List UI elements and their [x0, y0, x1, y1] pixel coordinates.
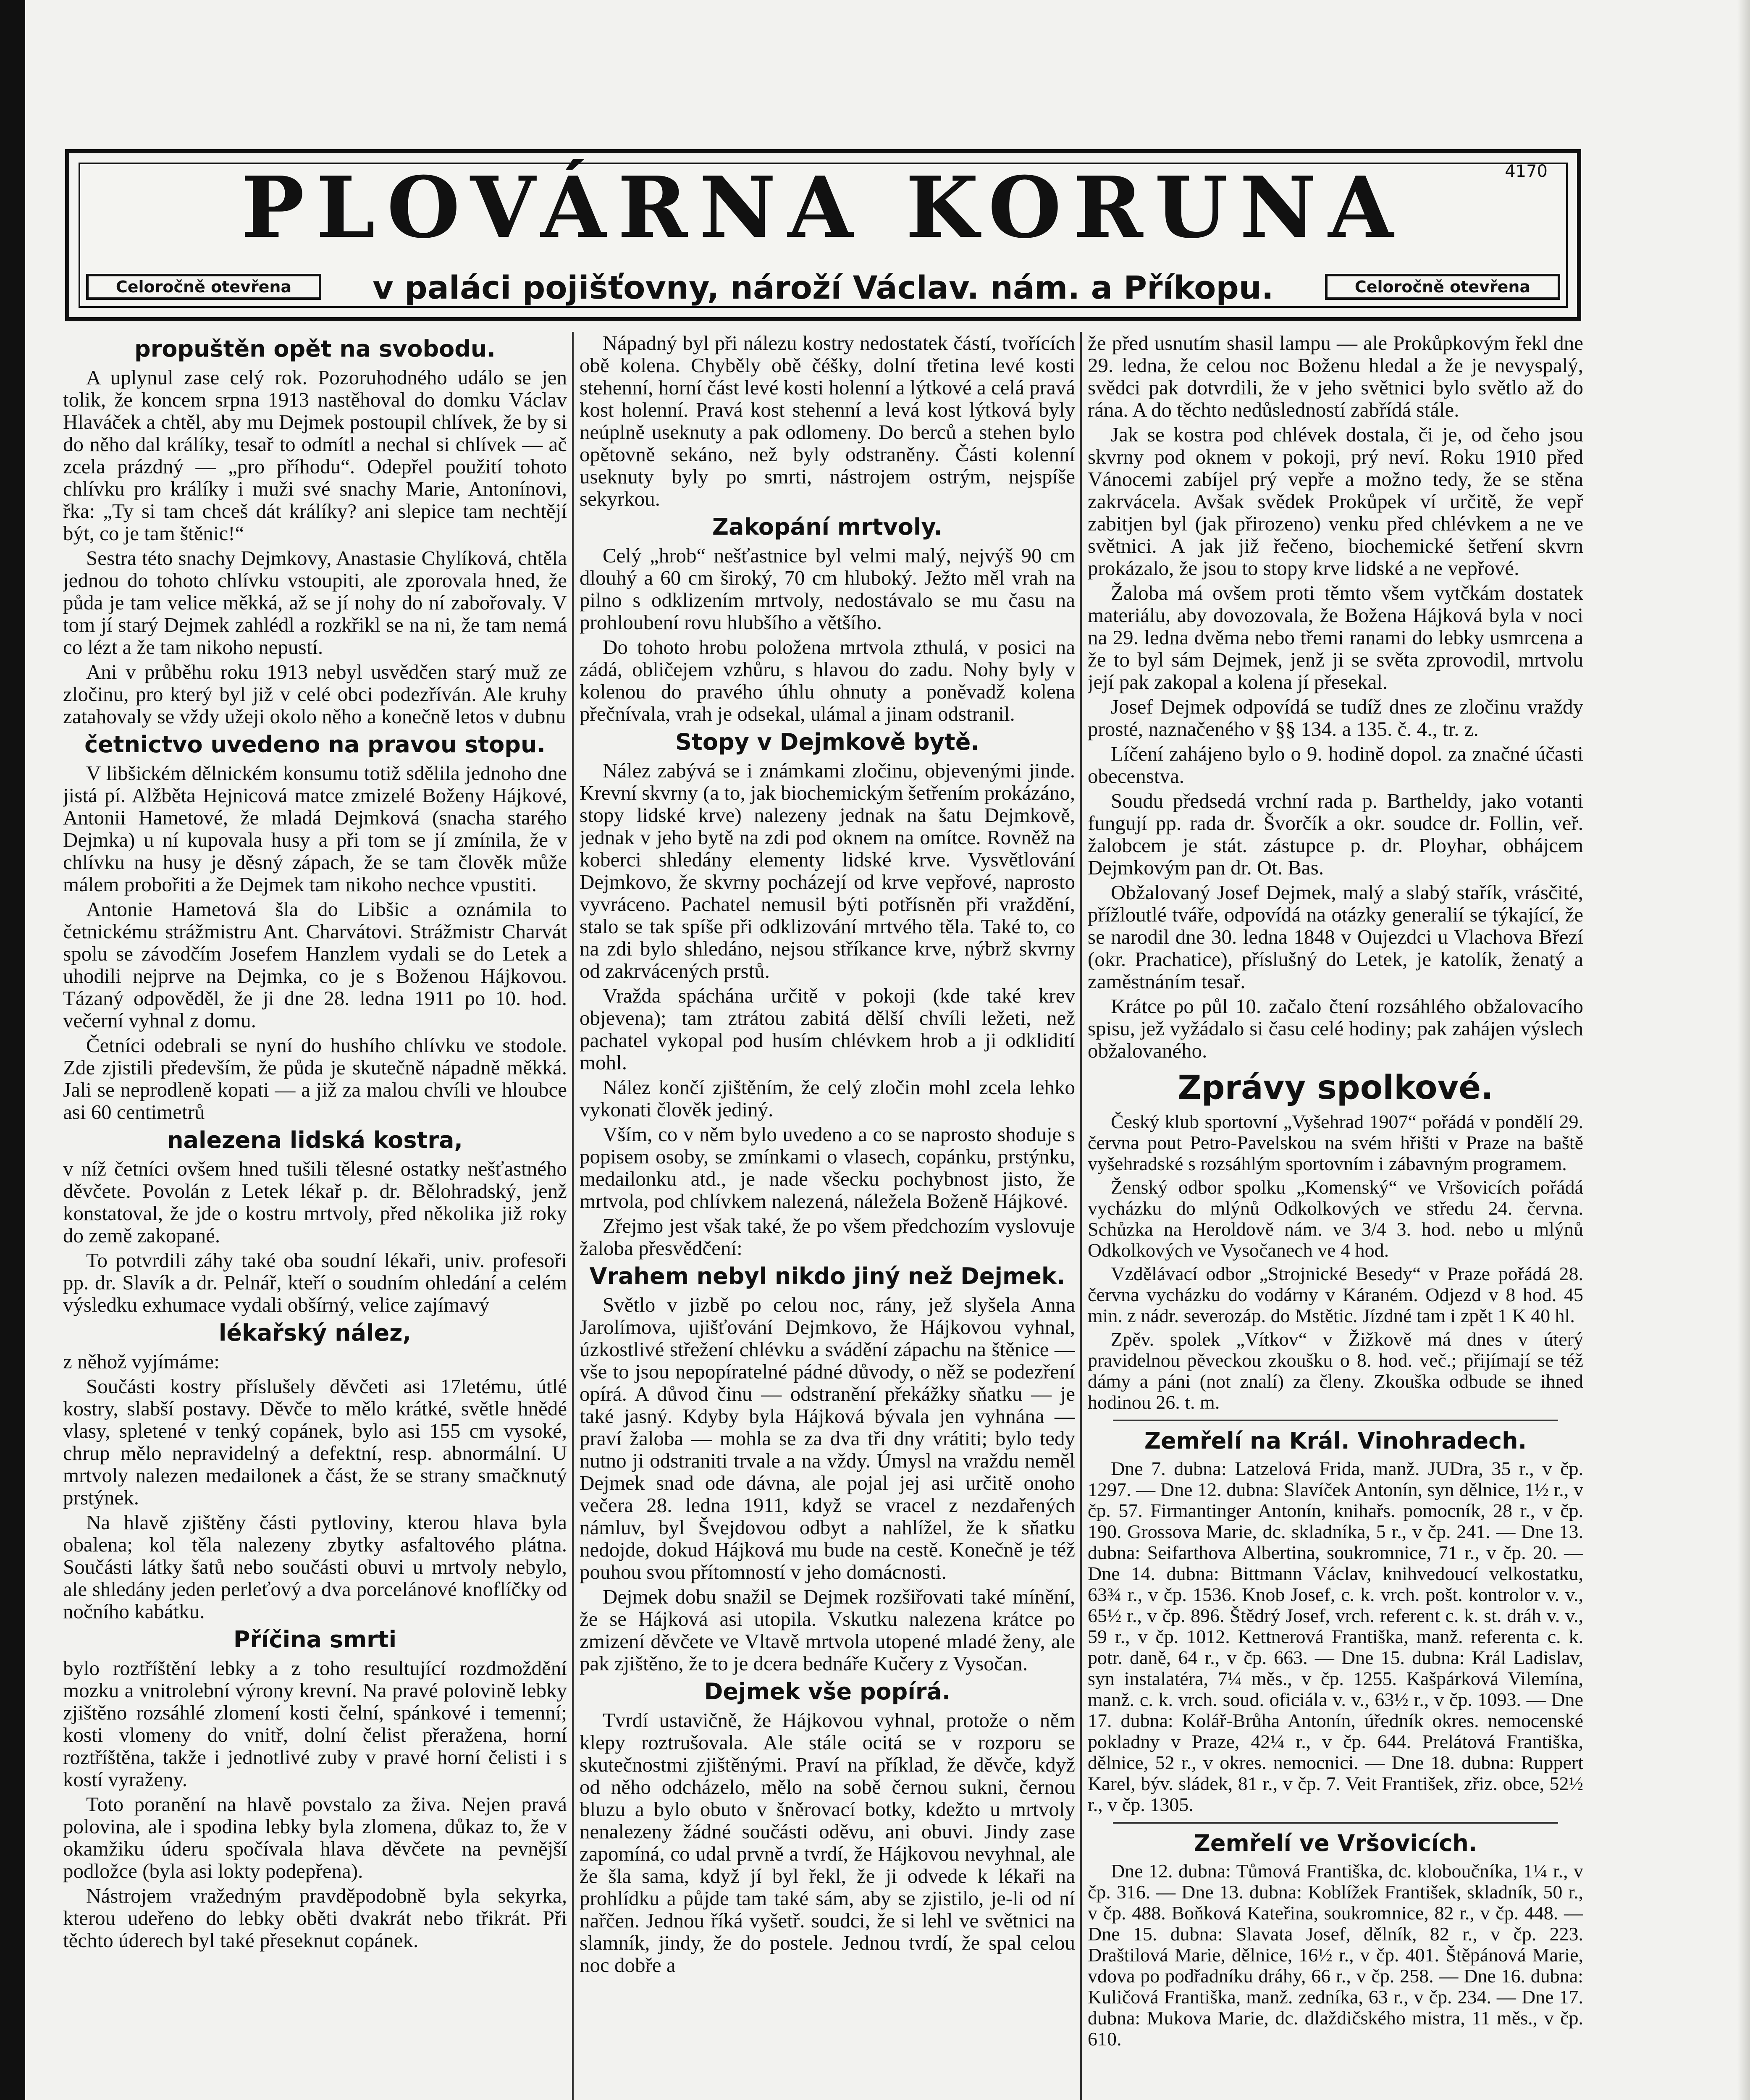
section-heading: Zprávy spolkové.	[1178, 1069, 1493, 1107]
paragraph: Ani v průběhu roku 1913 nebyl usvědčen starý muž ze zločinu, pro který byl již v celé obci podezříván. Ale kruhy zatahovaly se vždy užeji okolo něho a konečně letos v dubnu	[63, 660, 567, 728]
column-rule	[1080, 332, 1082, 2100]
paragraph: Celý „hrob“ nešťastnice byl velmi malý, nejvýš 90 cm dlouhý a 60 cm široký, 70 cm hluboký. Ježto měl vrah na pilno s odklizením mrtvoly, nedostávalo se mu času na prohloubení rovu hlubšího a většího.	[580, 544, 1075, 634]
paragraph: Sestra této snachy Dejmkovy, Anastasie Chylíková, chtěla jednou do tohoto chlívku vstoupiti, ale zporovala hned, že půda je tam velice měkká, až se jí nohy do ní zabořovaly. V tom jí starý Dejmek zahlédl a rozkřikl se na ni, že tam nemá co lézt a že tam nikoho nepustí.	[63, 546, 567, 659]
badge-open-right: Celoročně otevřena	[1325, 274, 1560, 300]
column-2	[580, 332, 1075, 2100]
paragraph: V libšickém dělnickém konsumu totiž sdělila jednoho dne jistá pí. Alžběta Hejnicová matce zmizelé Boženy Hájkové, Antonii Hametové, že mladá Dejmková (snacha starého Dejmka) u ní kupovala husy a při tom se jí zmínila, že v chlívku na husy je děsný zápach, že se tam člověk může málem probořiti a že Dejmek tam nikoho nechce vpustiti.	[63, 761, 567, 896]
column-rule	[572, 332, 574, 2100]
paragraph: Do tohoto hrobu položena mrtvola zthulá, v posici na zádá, obličejem vzhůru, s hlavou do zadu. Nohy byly v kolenou do pravého úhlu ohnuty a poněvadž kolena přečnívala, vrah je odsekal, ulámal a jinam odstranil.	[580, 635, 1075, 725]
badge-open-left: Celoročně otevřena	[86, 274, 321, 300]
paragraph: Líčení zahájeno bylo o 9. hodině dopol. za značné účasti obecenstva.	[1088, 742, 1583, 788]
paragraph: Světlo v jizbě po celou noc, rány, jež slyšela Anna Jarolímova, ujišťování Dejmkovo, že Hájkovou vyhnal, úzkostlivé střežení chlévku a svádění zápachu na štěnice — vše to jsou nepopíratelné pádné důvody, o něž se podezření opírá. A důvod činu — odstranění překážky sňatku — je také jasný. Kdyby byla Hájková bývala jen vyhnána — praví žaloba — mohla se za dva tři dny vrátiti; bylo tedy nutno ji odstraniti trvale a na vždy. Úmysl na vraždu neměl Dejmek snad ode dávna, ale pojal jej asi určitě onoho večera 28. ledna 1911, když se vracel z nezdařených námluv, byl Švejdovou odbyt a nahlížel, že k sňatku nedojde, dokud Hájková mu bude na cestě. Konečně je též pouhou svou přítomností v jeho domácnosti.	[580, 1293, 1075, 1583]
paragraph: Četníci odebrali se nyní do hushího chlívku ve stodole. Zde zjistili především, že půda je skutečně nápadně měkká. Jali se neprodleně kopati — a již za malou chvíli ve hloubce asi 60 centimetrů	[63, 1034, 567, 1124]
paragraph: Nástrojem vražedným pravděpodobně byla sekyrka, kterou udeřeno do lebky oběti dvakrát nebo třikrát. Při těchto úderech byl také přeseknut copánek.	[63, 1884, 567, 1952]
paragraph: Tvrdí ustavičně, že Hájkovou vyhnal, protože o něm klepy roztrušovala. Ale stále ocitá se v rozporu se skutečnostmi zjištěnými. Praví na příklad, že děvče, když od něho odcházelo, mělo na sobě černou sukni, černou bluzu a bylo obuto v šněrovací botky, kdežto u mrtvoly nenalezeny žádné součásti oděvu, ani obuvi. Jindy zase zapomíná, co udal prvně a tvrdí, že Hájkovou nevyhnal, ale že šla sama, když jí byl řekl, že ji odvede k lékaři na prohlídku a půjde tam také sám, aby se zjistilo, je-li od ní nařčen. Jednou říká vyšetř. soudci, že si lehl ve světnici na slamník, jindy, že do postele. Jednou tvrdí, že spal celou noc dobře a	[580, 1709, 1075, 1977]
paragraph: Ženský odbor spolku „Komenský“ ve Vršovicích pořádá vycházku do mlýnů Odkolkových ve středu 24. června. Schůzka na Heroldově nám. ve 3/4 3. hod. nebo u mlýnů Odkolkových ve Vysočanech ve 4 hod.	[1088, 1176, 1583, 1261]
ad-subtitle-row	[86, 269, 1560, 307]
page-edge-right	[1737, 0, 1750, 2100]
paragraph: Toto poranění na hlavě povstalo za živa. Nejen pravá polovina, ale i spodina lebky byla zlomena, důkaz to, že v okamžiku úderu spočívala hlava děvčete na pevnější podložce (byla asi lokty podepřena).	[63, 1793, 567, 1882]
paragraph: Dne 7. dubna: Latzelová Frida, manž. JUDra, 35 r., v čp. 1297. — Dne 12. dubna: Slavíček Antonín, syn dělnice, 1½ r., v čp. 57. Firmantinger Antonín, knihařs. pomocník, 28 r., v čp. 190. Grossova Marie, dc. skladníka, 5 r., v čp. 241. — Dne 13. dubna: Seifarthova Albertina, soukromnice, 71 r., v čp. 20. — Dne 14. dubna: Bittmann Václav, knihvedoucí velkostatku, 63¾ r., v čp. 1536. Knob Josef, c. k. vrch. pošt. kontrolor v. v., 65½ r., v čp. 896. Štědrý Josef, vrch. referent c. k. st. dráh v. v., 59 r., v čp. 1012. Kettnerová Františka, manž. referenta c. k. potr. daně, 64 r., v čp. 663. — Dne 15. dubna: Král Ladislav, syn instalatéra, 7¼ měs., v čp. 1255. Kašpárková Vilemína, manž. c. k. vrch. soud. oficiála v. v., 63½ r., v čp. 1093. — Dne 17. dubna: Kolář-Brůha Antonín, úředník okres. nemocenské pokladny v Praze, 42¼ r., v čp. 644. Prelátová Františka, dělnice, 52 r., v okres. nemocnici. — Dne 18. dubna: Ruppert Karel, býv. sládek, 81 r., v čp. 7. Veit František, zřiz. obce, 52½ r., v čp. 1305.	[1088, 1458, 1583, 1815]
paragraph: Antonie Hametová šla do Libšic a oznámila to četnickému strážmistru Ant. Charvátovi. Strážmistr Charvát spolu se závodčím Josefem Hanzlem vydali se do Letek a uhodili nejprve na Dejmka, co je s Boženou Hájkovou. Tázaný odpověděl, že ji dne 28. ledna 1911 po 10. hod. večerní vyhnal z domu.	[63, 898, 567, 1032]
subheading: Vrahem nebyl nikdo jiný než Dejmek.	[589, 1263, 1065, 1289]
subheading: četnictvo uvedeno na pravou stopu.	[84, 731, 546, 758]
subheading: propuštěn opět na svobodu.	[134, 336, 496, 362]
paragraph: To potvrdili záhy také oba soudní lékaři, univ. profesoři pp. dr. Slavík a dr. Pelnář, kteří o soudním ohledání a celém výsledku exhumace vydali obšírný, velice zajímavý	[63, 1249, 567, 1316]
paragraph: Vším, co v něm bylo uvedeno a co se naprosto shoduje s popisem osoby, se zmínkami o vlasech, copánku, prstýnku, medailonku atd., je nade všecku pochybnost jisto, že mrtvola, pod chlívkem nalezená, náležela Boženě Hájkové.	[580, 1123, 1075, 1213]
subheading: lékařský nález,	[218, 1320, 412, 1346]
subheading: Stopy v Dejmkově bytě.	[675, 729, 979, 755]
paragraph: z něhož vyjímáme:	[63, 1350, 220, 1373]
paragraph: Dne 12. dubna: Tůmová Františka, dc. kloboučníka, 1¼ r., v čp. 316. — Dne 13. dubna: Koblížek František, skladník, 50 r., v čp. 488. Boňková Kateřina, soukromnice, 82 r., v čp. 448. — Dne 15. dubna: Slavata Josef, dělník, 82 r., v čp. 223. Draštilová Marie, dělnice, 16½ r., v čp. 401. Štěpánová Marie, vdova po podřadníku dráhy, 66 r., v čp. 258. — Dne 16. dubna: Kuličová Františka, manž. zedníka, 63 r., v čp. 234. — Dne 17. dubna: Mukova Marie, dc. dlaždičského mistra, 11 měs., v čp. 610.	[1088, 1860, 1583, 2050]
column-1	[63, 332, 567, 2100]
paragraph: Nález zabývá se i známkami zločinu, objevenými jinde. Krevní skvrny (a to, jak biochemickým šetřením prokázáno, stopy lidské krve) nalezeny jednak na šatu Dejmkově, jednak v jeho bytě na zdi pod oknem na omítce. Rovněž na koberci shledány elementy lidské krve. Vysvětlování Dejmkovo, že skvrny pocházejí od krve vepřové, naprosto vyvráceno. Pachatel nemusil býti potřísněn při vraždění, stalo se tak spíše při odklizování mrtvého těla. Také to, co na zdi bylo shledáno, nejsou stříkance krve, nýbrž skvrny od zakrvácených prstů.	[580, 759, 1075, 982]
ad-plovarna-koruna	[65, 149, 1581, 321]
page-edge-left	[0, 0, 25, 2100]
paragraph: Jak se kostra pod chlévek dostala, či je, od čeho jsou skvrny pod oknem v pokoji, prý neví. Roku 1910 před Vánocemi zabíjel prý vepře a možno tedy, že se stěna zakrvácela. Avšak svědek Prokůpek ví určitě, že vepř zabitjen byl (jak přirozeno) venku před chlévkem a ne ve světnici. A jak již řečeno, biochemické šetření skvrn prokázalo, že jsou to stopy krve lidské a ne vepřové.	[1088, 423, 1583, 580]
ad-number: 4170	[1505, 162, 1548, 181]
subheading: Příčina smrti	[233, 1626, 397, 1653]
paragraph: Vzdělávací odbor „Strojnické Besedy“ v Praze pořádá 28. června vycházku do vodárny v Káraném. Odjezd v 8 hod. 45 min. z nádr. severozáp. do Mstětic. Jízdné tam i zpět 1 K 40 hl.	[1088, 1263, 1583, 1326]
divider	[1113, 1822, 1558, 1824]
paragraph: Zpěv. spolek „Vítkov“ v Žižkově má dnes v úterý pravidelnou pěveckou zkoušku o 8. hod. več.; přijímají se též dámy a páni (not znalí) za členy. Zkouška odbude se ihned hodinou 26. t. m.	[1088, 1328, 1583, 1413]
paragraph: že před usnutím shasil lampu — ale Prokůpkovým řekl dne 29. ledna, že celou noc Boženu hledal a že je nevyspalý, svědci pak dotvrdili, že v jeho světnici bylo světlo až do rána. A do těchto nedůsledností zabřídá stále.	[1088, 332, 1583, 421]
paragraph: v níž četníci ovšem hned tušili tělesné ostatky nešťastného děvčete. Povolán z Letek lékař p. dr. Bělohradský, jenž konstatoval, že jde o kostru mrtvoly, před několika již roky do země zakopané.	[63, 1157, 567, 1247]
subheading: nalezena lidská kostra,	[167, 1127, 463, 1153]
ad-title: PLOVÁRNA KORUNA	[241, 158, 1405, 257]
paragraph: Součásti kostry příslušely děvčeti asi 17letému, útlé kostry, slabší postavy. Děvče to mělo krátké, světle hnědé vlasy, spletené v tenký copánek, bylo asi 155 cm vysoké, chrup mělo nepravidelný a defektní, resp. abnormální. U mrtvoly nalezen medailonek a část, že se strany smačknutý prstýnek.	[63, 1375, 567, 1509]
divider	[1113, 1420, 1558, 1421]
paragraph: Krátce po půl 10. začalo čtení rozsáhlého obžalovacího spisu, jež vyžádalo si času celé hodiny; pak zahájen výslech obžalovaného.	[1088, 995, 1583, 1062]
paragraph: Nápadný byl při nálezu kostry nedostatek částí, tvořících obě kolena. Chyběly obě čéšky, dolní třetina levé kosti stehenní, horní část levé kosti holenní a lýtkové a celá pravá kost holenní. Pravá kost stehenní a levá kost lýtková byly neúplně useknuty a pak odlomeny. Do berců a stehen bylo opětovně sekáno, než byly odstraněny. Části kolenní useknuty byly po smrti, nástrojem ostrým, nejspíše sekyrkou.	[580, 332, 1075, 510]
subheading: Zemřelí na Král. Vinohradech.	[1144, 1428, 1527, 1454]
paragraph: A uplynul zase celý rok. Pozoruhodného událo se jen tolik, že koncem srpna 1913 nastěhoval do domku Václav Hlaváček a chtěl, aby mu Dejmek postoupil chlívek, že by si do něho dal králíky, tesař to odmítl a nechal si chlívek — ač zcela prázdný — „pro příhodu“. Odepřel použití tohoto chlívku pro králíky i muži své snachy Marie, Antonínovi, řka: „Ty si tam chceš dát králíky? ani slepice tam nechtějí být, co je tam štěnic!“	[63, 366, 567, 545]
subheading: Zakopání mrtvoly.	[712, 514, 943, 540]
paragraph: bylo roztříštění lebky a z toho resultující rozdmoždění mozku a vnitrolební výrony krevní. Na pravé polovině lebky zjištěno rozsáhlé zlomení kosti čelní, spánkové i temenní; kosti vlomeny do vnitř, dolní čelist přeražena, horní roztříštěna, takže i jednotlivé zuby v pravé horní čelisti i s kostí vyraženy.	[63, 1656, 567, 1791]
subheading: Zemřelí ve Vršovicích.	[1194, 1830, 1477, 1856]
paragraph: Český klub sportovní „Vyšehrad 1907“ pořádá v pondělí 29. června pout Petro-Pavelskou na svém hřišti v Praze na baště vyšehradské s rozsáhlým sportovním i zábavným programem.	[1088, 1111, 1583, 1174]
paragraph: Obžalovaný Josef Dejmek, malý a slabý stařík, vrásčité, přížloutlé tváře, odpovídá na otázky generalií se týkající, že se narodil dne 30. ledna 1848 v Oujezdci u Vlachova Březí (okr. Prachatice), příslušný do Letek, je katolík, ženatý a zaměstnáním tesař.	[1088, 881, 1583, 993]
paragraph: Na hlavě zjištěny části pytloviny, kterou hlava byla obalena; kol těla nalezeny zbytky asfaltového plátna. Součásti látky šatů nebo součásti obuvi u mrtvoly nebylo, ale shledány jeden perleťový a dva porcelánové knoflíčky od nočního kabátku.	[63, 1511, 567, 1623]
column-3	[1088, 332, 1583, 2100]
paragraph: Nález končí zjištěním, že celý zločin mohl zcela lehko vykonati člověk jediný.	[580, 1076, 1075, 1121]
paragraph: Žaloba má ovšem proti těmto všem vytčkám dostatek materiálu, aby dovozovala, že Božena Hájková byla v noci na 29. ledna dvěma nebo třemi ranami do lebky usmrcena a že to byl sám Dejmek, jenž ji se světa zprovodil, mrtvolu její pak zakopal a kolena jí přesekal.	[1088, 581, 1583, 693]
ad-subtitle: v paláci pojišťovny, nároží Václav. nám. a Příkopu.	[373, 269, 1274, 306]
paragraph: Soudu předsedá vrchní rada p. Bartheldy, jako votanti fungují pp. rada dr. Švorčík a okr. soudce dr. Follin, veř. žalobcem je stát. zástupce p. dr. Ployhar, obhájcem Dejmkovým pan dr. Ot. Bas.	[1088, 789, 1583, 879]
paragraph: Zřejmo jest však také, že po všem předchozím vyslovuje žaloba přesvědčení:	[580, 1214, 1075, 1260]
paragraph: Dejmek dobu snažil se Dejmek rozšiřovati také mínění, že se Hájková asi utopila. Vskutku nalezena krátce po zmizení děvčete ve Vltavě mrtvola utopené mladé ženy, ale pak zjištěno, že to je dcera bednáře Kučery z Vysočan.	[580, 1585, 1075, 1675]
paragraph: Vražda spáchána určitě v pokoji (kde také krev objevena); tam ztrátou zabitá dělší chvíli ležeti, než pachatel vykopal pod husím chlévkem hrob a ji odklidití mohl.	[580, 984, 1075, 1074]
subheading: Dejmek vše popírá.	[704, 1678, 951, 1705]
paragraph: Josef Dejmek odpovídá se tudíž dnes ze zločinu vraždy prosté, naznačeného v §§ 134. a 135. č. 4., tr. z.	[1088, 695, 1583, 740]
